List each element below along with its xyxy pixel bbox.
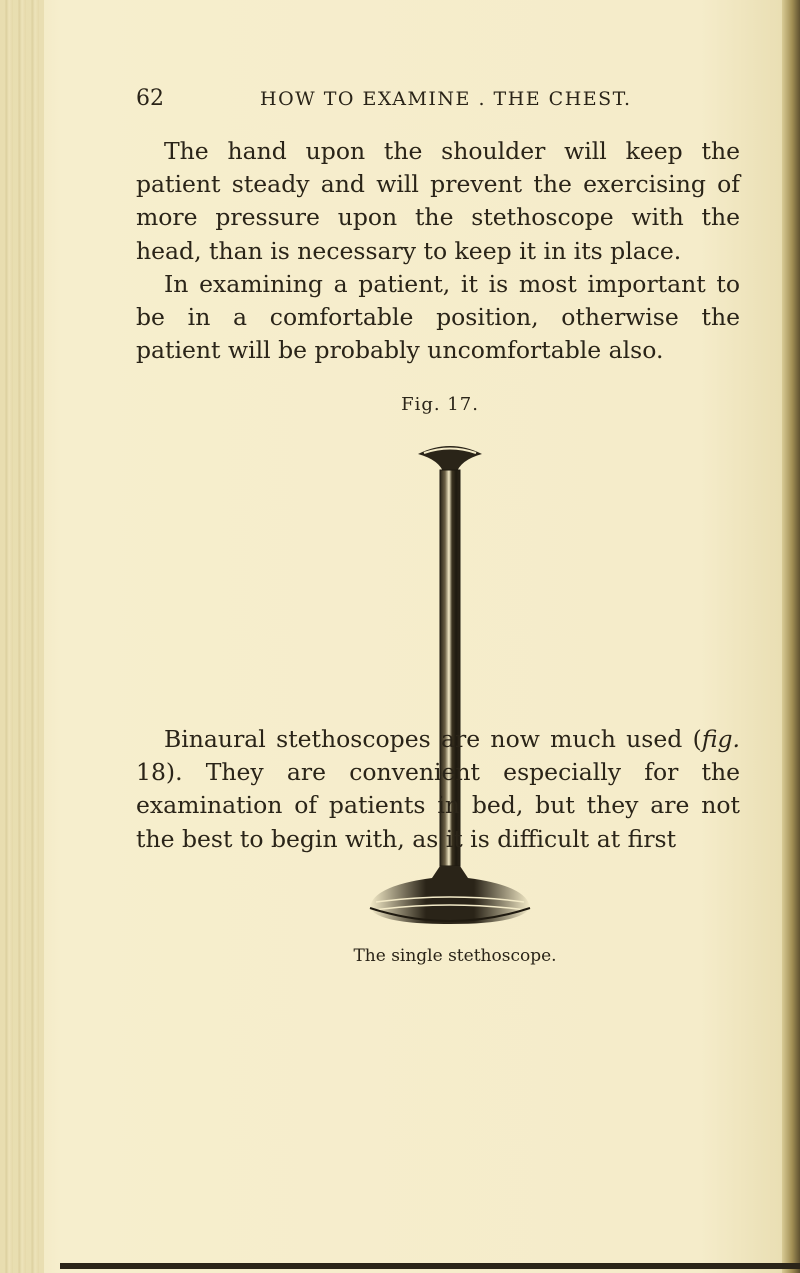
- paragraph-3: [136, 723, 740, 856]
- running-head: HOW TO EXAMINE . THE CHEST.: [260, 88, 632, 110]
- figure-caption: The single stethoscope.: [353, 946, 557, 966]
- page-binding-edge: [0, 0, 44, 1273]
- bottom-edge-shadow: [60, 1263, 800, 1269]
- page-number: 62: [136, 86, 164, 111]
- paragraph-3-start: Binaural stethoscopes are now much used (: [164, 725, 702, 753]
- text-block-bottom: [136, 723, 740, 856]
- page-fore-edge: [782, 0, 800, 1273]
- paragraph-3-end: 18). They are convenient especially for the examination of patients in bed, but they are not the best to begin with, as it is difficult at first: [136, 758, 740, 853]
- single-stethoscope-illustration: [360, 440, 560, 940]
- figure-label: Fig. 17.: [401, 394, 479, 415]
- text-block-top: [136, 135, 740, 367]
- paragraph-2: In examining a patient, it is most important to be in a comfortable position, otherwise the patient will be probably uncomfortable also.: [136, 269, 740, 365]
- paragraph-1: The hand upon the shoulder will keep the patient steady and will prevent the exercising of more pressure upon the stethoscope with the head, than is necessary to keep it in its place.: [136, 137, 740, 265]
- page-header: [136, 86, 736, 116]
- figure-reference: fig.: [701, 725, 740, 753]
